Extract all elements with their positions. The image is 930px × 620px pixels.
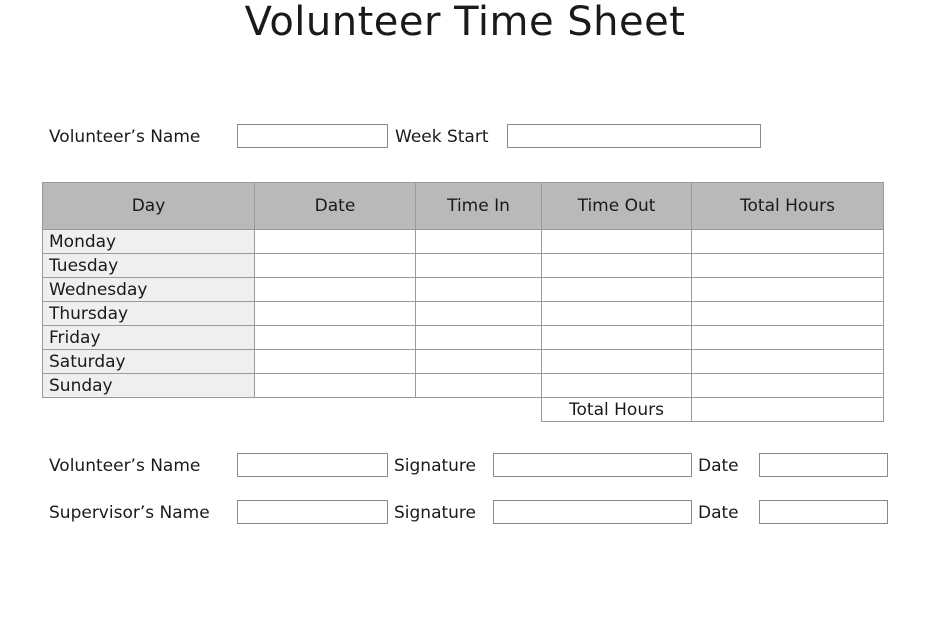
time-out-cell: [542, 374, 692, 398]
date-cell: [255, 326, 416, 350]
time-in-cell: [416, 302, 542, 326]
volunteer-signature-label: Signature: [394, 456, 477, 476]
day-cell: Saturday: [43, 350, 255, 374]
grand-total-input[interactable]: [692, 399, 883, 421]
volunteer-signature-input[interactable]: [493, 453, 692, 477]
time-out-input[interactable]: [542, 351, 691, 373]
supervisor-signature-label: Signature: [394, 503, 477, 523]
table-row: [43, 326, 884, 350]
table-row: [43, 374, 884, 398]
supervisor-name-label: Supervisor’s Name: [49, 503, 210, 523]
table-row: [43, 302, 884, 326]
day-cell: Monday: [43, 230, 255, 254]
date-input[interactable]: [255, 375, 415, 397]
total-hours-input[interactable]: [692, 351, 883, 373]
time-in-cell: [416, 254, 542, 278]
time-in-input[interactable]: [416, 327, 541, 349]
time-sheet-table: [42, 182, 884, 422]
date-cell: [255, 278, 416, 302]
time-in-cell: [416, 350, 542, 374]
date-input[interactable]: [255, 351, 415, 373]
time-out-cell: [542, 326, 692, 350]
total-hours-cell: [692, 374, 884, 398]
total-hours-input[interactable]: [692, 279, 883, 301]
total-hours-cell: [692, 254, 884, 278]
supervisor-signature-input[interactable]: [493, 500, 692, 524]
column-header-date: Date: [255, 183, 416, 230]
time-in-cell: [416, 374, 542, 398]
table-row: [43, 278, 884, 302]
time-in-cell: [416, 230, 542, 254]
time-in-input[interactable]: [416, 351, 541, 373]
time-out-input[interactable]: [542, 303, 691, 325]
date-cell: [255, 374, 416, 398]
supervisor-date-label: Date: [698, 503, 739, 523]
column-header-time-out: Time Out: [542, 183, 692, 230]
time-out-input[interactable]: [542, 255, 691, 277]
total-hours-cell: [692, 302, 884, 326]
date-input[interactable]: [255, 279, 415, 301]
volunteer-date-label: Date: [698, 456, 739, 476]
volunteer-date-input[interactable]: [759, 453, 888, 477]
date-cell: [255, 302, 416, 326]
total-hours-input[interactable]: [692, 231, 883, 253]
date-cell: [255, 350, 416, 374]
time-out-input[interactable]: [542, 375, 691, 397]
date-cell: [255, 254, 416, 278]
date-input[interactable]: [255, 327, 415, 349]
date-input[interactable]: [255, 303, 415, 325]
total-hours-input[interactable]: [692, 327, 883, 349]
table-row: [43, 350, 884, 374]
day-cell: Tuesday: [43, 254, 255, 278]
week-start-label: Week Start: [395, 127, 489, 147]
time-out-input[interactable]: [542, 231, 691, 253]
time-out-input[interactable]: [542, 327, 691, 349]
total-hours-cell: [692, 350, 884, 374]
volunteer-name-label: Volunteer’s Name: [49, 127, 201, 147]
volunteer-signoff-name-input[interactable]: [237, 453, 388, 477]
total-hours-input[interactable]: [692, 375, 883, 397]
column-header-total-hours: Total Hours: [692, 183, 884, 230]
total-hours-input[interactable]: [692, 255, 883, 277]
time-out-cell: [542, 278, 692, 302]
time-in-input[interactable]: [416, 303, 541, 325]
time-out-cell: [542, 230, 692, 254]
time-out-input[interactable]: [542, 279, 691, 301]
page-title: Volunteer Time Sheet: [244, 0, 686, 45]
time-in-input[interactable]: [416, 279, 541, 301]
time-out-cell: [542, 350, 692, 374]
time-in-input[interactable]: [416, 375, 541, 397]
total-row: [43, 398, 884, 422]
grand-total-cell: [692, 398, 884, 422]
volunteer-signoff-name-label: Volunteer’s Name: [49, 456, 201, 476]
day-cell: Sunday: [43, 374, 255, 398]
table-row: [43, 230, 884, 254]
time-in-cell: [416, 278, 542, 302]
supervisor-date-input[interactable]: [759, 500, 888, 524]
date-input[interactable]: [255, 255, 415, 277]
total-hours-cell: [692, 230, 884, 254]
table-row: [43, 254, 884, 278]
day-cell: Wednesday: [43, 278, 255, 302]
time-in-input[interactable]: [416, 231, 541, 253]
supervisor-name-input[interactable]: [237, 500, 388, 524]
total-hours-cell: [692, 278, 884, 302]
time-in-input[interactable]: [416, 255, 541, 277]
time-in-cell: [416, 326, 542, 350]
volunteer-name-input[interactable]: [237, 124, 388, 148]
time-out-cell: [542, 254, 692, 278]
day-cell: Thursday: [43, 302, 255, 326]
week-start-input[interactable]: [507, 124, 761, 148]
date-cell: [255, 230, 416, 254]
day-cell: Friday: [43, 326, 255, 350]
column-header-time-in: Time In: [416, 183, 542, 230]
time-out-cell: [542, 302, 692, 326]
table-header-row: [43, 183, 884, 230]
total-hours-input[interactable]: [692, 303, 883, 325]
date-input[interactable]: [255, 231, 415, 253]
column-header-day: Day: [43, 183, 255, 230]
total-hours-label: Total Hours: [542, 398, 692, 422]
total-hours-cell: [692, 326, 884, 350]
